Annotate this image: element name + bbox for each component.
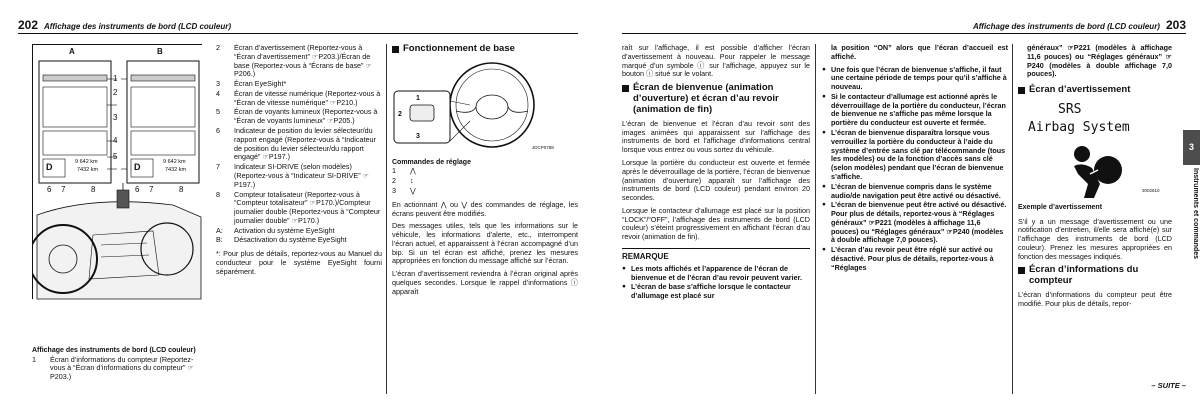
callout-7-b: 7 [149,185,154,194]
paragraph: Lorsque le contacteur d’allumage est placé sur la position “LOCK”/“OFF”, l’affichage des instruments de bord (LCD couleur) s’éteint progressivement en affichant l’écran d’au revoir (animation de fin). [622,205,810,242]
trip-b: 7432 km [165,167,187,173]
legend-column [216,44,382,396]
paragraph: raît sur l’affichage, il est possible d’afficher l’écran d’avertissement à nouveau. Pour rappeler le message marqué d’un symbole ⓘ sur l’affichage, appuyez sur le bouton ⓘ situé sur le volant. [622,44,810,79]
page-number: 202 [18,18,39,32]
legend-key: A: [216,225,223,235]
odometer-a: 9 642 km [75,159,98,165]
section-heading [1018,265,1172,287]
section-title: Écran de bienvenue (animation d’ouverture) et écran d’au revoir (animation de fin) [633,82,779,115]
page-header-left [18,18,231,32]
srs-warning-figure [1018,100,1168,200]
remarque-item: ● L’écran de base s’affiche lorsque le contacteur d’allumage est placé sur [622,283,810,301]
commande-item [392,177,578,186]
page-number: 203 [1165,18,1186,32]
srs-figure-code: 3002610 [1142,188,1160,194]
legend-item [216,80,382,89]
legend-item [216,236,382,245]
callout-6-b: 6 [135,185,140,194]
legend-text: Indicateur SI-DRIVE (selon modèles) (Reportez-vous à “Indicateur SI-DRIVE” ☞P197.) [234,162,370,189]
note-item: ● Si le contacteur d’allumage est actionné après le déverrouillage de la portière du conducteur, l’écran de bienvenue ne s’affiche pas même lorsque la portière du conducteur est ouverte et fermée. [822,93,1008,128]
caption-text: Écran d’informations du compteur (Reportez-vous à “Écran d’informations du compteur” ☞P203.) [50,354,194,382]
callout-8-b: 8 [179,185,184,194]
commande-glyph: ↕ [410,176,414,186]
running-title: Affichage des instruments de bord (LCD couleur) [44,22,232,31]
column-divider [386,44,387,394]
section-title: Écran d’avertissement [1029,84,1131,96]
section-heading [1018,85,1172,96]
legend-item [216,44,382,79]
legend-key: 5 [216,107,220,117]
caption-key: 1 [32,354,36,364]
commande-num: 1 [392,166,396,176]
legend-text: Écran EyeSight* [234,79,287,89]
legend-key: 8 [216,189,220,199]
remarque-title: REMARQUE [622,248,810,262]
legend-key: 6 [216,126,220,136]
legend-item [216,127,382,162]
commandes-title: Commandes de réglage [392,158,471,166]
section-square-icon [1018,267,1025,274]
callout-5: 5 [113,152,118,161]
section-heading [392,44,578,55]
odometer-b: 9 642 km [163,159,186,165]
paragraph: L’écran d’informations du compteur peut être modifié. Pour plus de détails, repor- [1018,290,1172,309]
callout-7: 7 [61,185,66,194]
continuation-text: généraux” ☞P221 (modèles à affichage 11,6 pouces) ou “Réglages généraux” ☞P240 (modèles à double affichage 7,0 pouces). [1027,44,1172,79]
footnote: *: Pour plus de détails, reportez-vous au Manuel du conducteur pour le système EyeSight fourni séparément. [216,249,382,276]
legend-key: 3 [216,79,220,89]
chapter-tab: 3 [1183,130,1200,165]
figure-code: JDCP0788 [532,144,554,150]
figure-callout-2: 2 [398,110,402,118]
srs-text-line1: SRS [1058,102,1082,118]
commande-num: 3 [392,186,396,196]
callout-2: 2 [113,88,118,97]
trip-a: 7432 km [77,167,99,173]
paragraph: L’écran d’avertissement reviendra à l’écran original après quelques secondes. Lorsque le rappel d’informations ⓘ apparaît [392,269,578,296]
legend-text: Désactivation du système EyeSight [234,235,347,245]
figure-callout-3: 3 [416,132,420,140]
note-item: ● L’écran d’au revoir peut être réglé sur activé ou désactivé. Pour plus de détails, reportez-vous à “Réglages [822,246,1008,272]
instrument-cluster-figure [32,44,202,299]
note-item: ● Une fois que l’écran de bienvenue s’affiche, il faut une certaine période de temps pour qu’il s’affiche à nouveau. [822,66,1008,92]
header-rule [18,33,578,34]
legend-text: Écran d’avertissement (Reportez-vous à “Écran d’avertissement” ☞P203.)/Écran de base (Reportez-vous à “Écrans de base” ☞P206.) [234,44,372,79]
section-square-icon [622,85,629,92]
paragraph: S’il y a un message d’avertissement ou une notification d’entretien, il/elle sera affiché(e) sur l’affichage des instruments de bord (LCD couleur). Prenez les mesures appropriées en fonction des messages indiqués. [1018,216,1172,261]
paragraph: Des messages utiles, tels que les informations sur le véhicule, les informations d’alerte, etc., interrompent l’écran actuel, et apparaissent à l’écran accompagné d’un bip. Si un tel écran est affiché, prenez les mesures appropriées en fonction du message affiché sur l’écran. [392,221,578,266]
column-divider [815,44,816,394]
legend-text: Indicateur de position du levier sélecteur/du rapport engagé (Reportez-vous à “Indicateur de position du levier sélecteur/du rapport engagé” ☞P197.) [234,126,376,162]
commande-glyph: ⋀ [410,166,416,176]
callout-1: 1 [113,74,118,83]
avertissement-column [1018,44,1172,396]
notes-list [822,66,1008,273]
paragraph: Lorsque la portière du conducteur est ouverte et fermée après le déverrouillage de la portière, l’écran de bienvenue (animation d’ouverture) apparaît sur l’affichage des instruments de bord (LCD couleur) pendant environ 20 secondes. [622,158,810,203]
legend-text: Compteur totalisateur (Reportez-vous à “Compteur totalisateur” ☞P170.)/Compteur journalier double (Reportez-vous à “Compteur journalier double” ☞P170.) [234,189,381,225]
commande-glyph: ⋁ [410,186,416,196]
remarque-item: ● Les mots affichés et l’apparence de l’écran de bienvenue et de l’écran d’au revoir peuvent varier. [622,265,810,283]
figure-caption-title: Affichage des instruments de bord (LCD couleur) [32,347,196,354]
fonctionnement-column [392,44,578,396]
paragraph: L’écran de bienvenue et l’écran d’au revoir sont des images animées qui apparaissent sur l’affichage des instruments de bord et l’affichage d’informations central lorsque vous entrez ou vous sortez du véhicule. [622,118,810,155]
callout-6: 6 [47,185,52,194]
commande-num: 2 [392,176,396,186]
legend-item [216,191,382,226]
commande-item [392,167,578,176]
section-square-icon [392,46,399,53]
legend-item [216,163,382,189]
callout-3: 3 [113,113,118,122]
suite-label: – SUITE – [1151,380,1186,390]
legend-text: Activation du système EyeSight [234,225,335,235]
note-item: ● L’écran de bienvenue disparaîtra lorsque vous verrouillez la portière du conducteur à l’aide du système d’entrée sans clé par télécommande (tous les modèles) ou de la fonction d’accès sans clé (selon modèles) pendant que l’écran de bienvenue s’affiche. [822,129,1008,182]
figure-callout-1: 1 [416,94,420,102]
note-item: ● L’écran de bienvenue peut être activé ou désactivé. Pour plus de détails, reportez-vous à “Réglages généraux” ☞P221 (modèles à affichage 11,6 pouces) ou “Réglages généraux” ☞P240 (modèles à double affichage 7,0 pouces). [822,201,1008,245]
section-heading [622,83,810,116]
right-page [612,0,1200,402]
note-item: ● L’écran de bienvenue compris dans le système audio/de navigation peut être activé ou désactivé. [822,183,1008,201]
legend-item [216,90,382,108]
bienvenue-column [622,44,810,396]
legend-item [216,227,382,236]
left-page [0,0,588,402]
legend-text: Écran de voyants lumineux (Reportez-vous à “Écran de voyants lumineux” ☞P205.) [234,107,378,126]
continuation-text: la position “ON” alors que l’écran d’accueil est affiché. [831,44,1008,61]
remarque-list [622,265,810,301]
section-square-icon [1018,87,1025,94]
example-caption: Exemple d’avertissement [1018,204,1103,212]
legend-key: B: [216,235,223,245]
legend-text: Écran de vitesse numérique (Reportez-vous à “Écran de vitesse numérique” ☞P210.) [234,88,381,107]
callout-b: B [157,47,163,56]
legend-key: 2 [216,44,220,52]
notes-column [822,44,1008,396]
gear-indicator-a: D [46,162,53,172]
legend-key: 7 [216,162,220,172]
section-title: Écran d’informations du compteur [1029,264,1139,287]
paragraph: En actionnant ⋀ ou ⋁ des commandes de réglage, les écrans peuvent être modifiés. [392,199,578,218]
gear-indicator-b: D [134,162,141,172]
steering-wheel-illustration [392,61,542,153]
callout-4: 4 [113,136,118,145]
header-rule [622,33,1186,34]
figure-column [32,44,208,396]
legend-key: 4 [216,88,220,98]
legend-item [216,108,382,126]
commande-item [392,187,578,196]
callout-8: 8 [91,185,96,194]
steering-wheel-figure [392,61,554,153]
caption-item [32,356,208,382]
page-header-right [973,18,1186,32]
chapter-tab-label: Instruments et commandes [1192,168,1199,260]
callout-a: A [69,47,75,56]
running-title: Affichage des instruments de bord (LCD couleur) [972,22,1160,31]
section-title: Fonctionnement de base [403,44,515,54]
srs-text-line2: Airbag System [1028,120,1130,136]
column-divider [1012,44,1013,394]
airbag-warning-icon [1068,140,1128,200]
